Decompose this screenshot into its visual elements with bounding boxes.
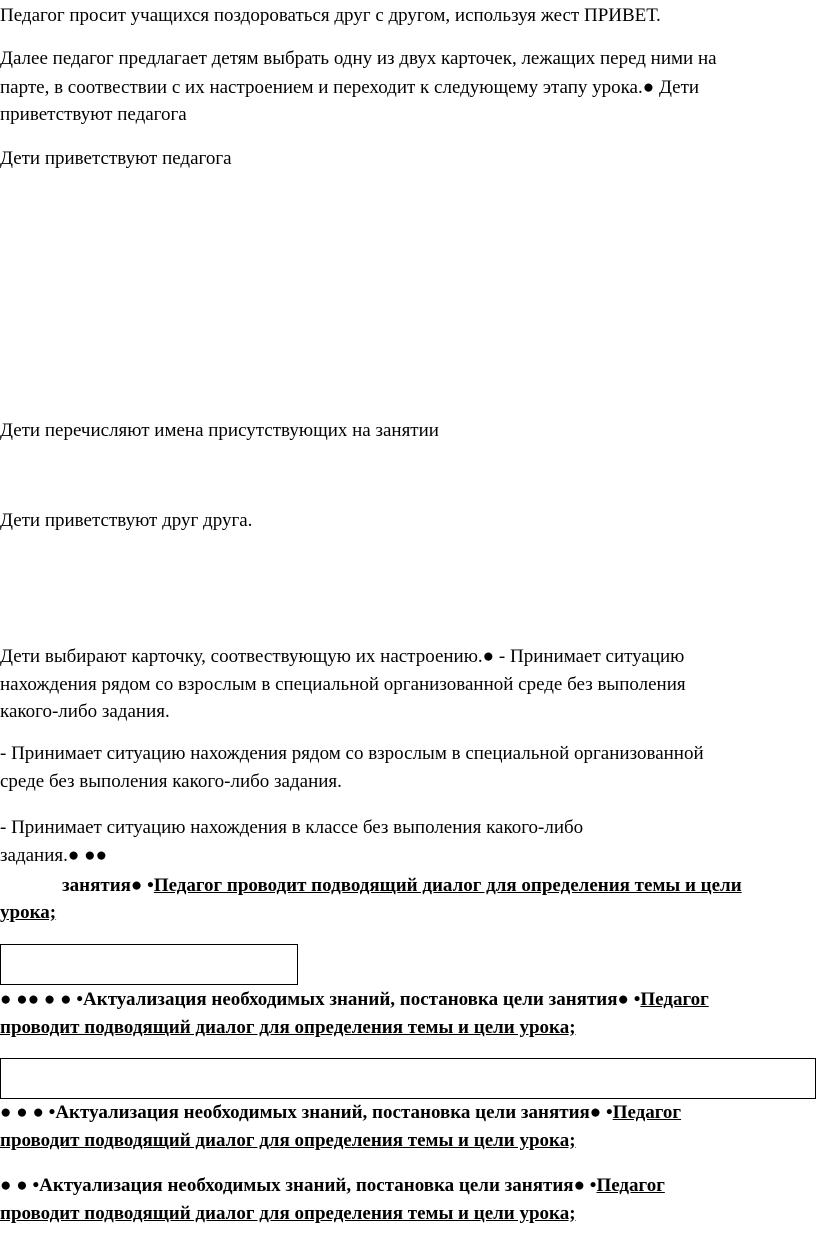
- teacher-dialog-link[interactable]: Педагог проводит подводящий диалог для определения темы и цели: [153, 875, 742, 896]
- text-line: среде без выполения какого-либо задания.: [0, 771, 342, 792]
- teacher-dialog-link-cont[interactable]: урока;: [0, 902, 57, 923]
- text-line: Педагог просит учащихся поздороваться друг с другом, используя жест ПРИВЕТ.: [0, 5, 661, 26]
- block-prefix: ● ●● ● ● •Актуализация необходимых знаний, постановка цели занятия● •: [0, 989, 641, 1010]
- text-line: парте, в соотвествии с их настроением и переходит к следующему этапу урока.● Дети: [0, 77, 700, 98]
- text-line: - Принимает ситуацию нахождения рядом со взрослым в специальной организованной: [0, 743, 704, 764]
- teacher-dialog-link[interactable]: Педагог: [612, 1102, 682, 1123]
- text-line: Дети приветствуют педагога: [0, 148, 232, 169]
- empty-table-cell: [0, 944, 298, 985]
- block-prefix: ● ● ● •Актуализация необходимых знаний, постановка цели занятия● •: [0, 1102, 613, 1123]
- text-line: приветствуют педагога: [0, 104, 187, 125]
- text-line: - Принимает ситуацию нахождения в классе без выполения какого-либо: [0, 817, 584, 838]
- empty-table-cell: [0, 1058, 816, 1099]
- teacher-dialog-link-cont[interactable]: проводит подводящий диалог для определения темы и цели урока;: [0, 1203, 576, 1224]
- text-line: Дети выбирают карточку, соотвествующую их настроению.● - Принимает ситуацию: [0, 646, 685, 667]
- text-line: нахождения рядом со взрослым в специальной организованной среде без выполения: [0, 674, 686, 695]
- teacher-dialog-link[interactable]: Педагог: [640, 989, 709, 1010]
- text-line: какого-либо задания.: [0, 701, 170, 722]
- text-line: Далее педагог предлагает детям выбрать одну из двух карточек, лежащих перед ними на: [0, 48, 717, 69]
- teacher-dialog-link-cont[interactable]: проводит подводящий диалог для определения темы и цели урока;: [0, 1017, 576, 1038]
- text-line: задания.● ●●: [0, 845, 108, 866]
- text-line: Дети перечисляют имена присутствующих на занятии: [0, 420, 439, 441]
- bold-block: [0, 1100, 681, 1126]
- text-line: Дети приветствуют друг друга.: [0, 510, 253, 531]
- block-prefix: занятия● •: [62, 875, 154, 896]
- block-prefix: ● ● •Актуализация необходимых знаний, постановка цели занятия● •: [0, 1175, 597, 1196]
- teacher-dialog-link-cont[interactable]: проводит подводящий диалог для определения темы и цели урока;: [0, 1130, 576, 1151]
- teacher-dialog-link[interactable]: Педагог: [596, 1175, 665, 1196]
- bold-block: [62, 873, 742, 899]
- bold-block: [0, 1173, 665, 1199]
- bold-block: [0, 987, 709, 1013]
